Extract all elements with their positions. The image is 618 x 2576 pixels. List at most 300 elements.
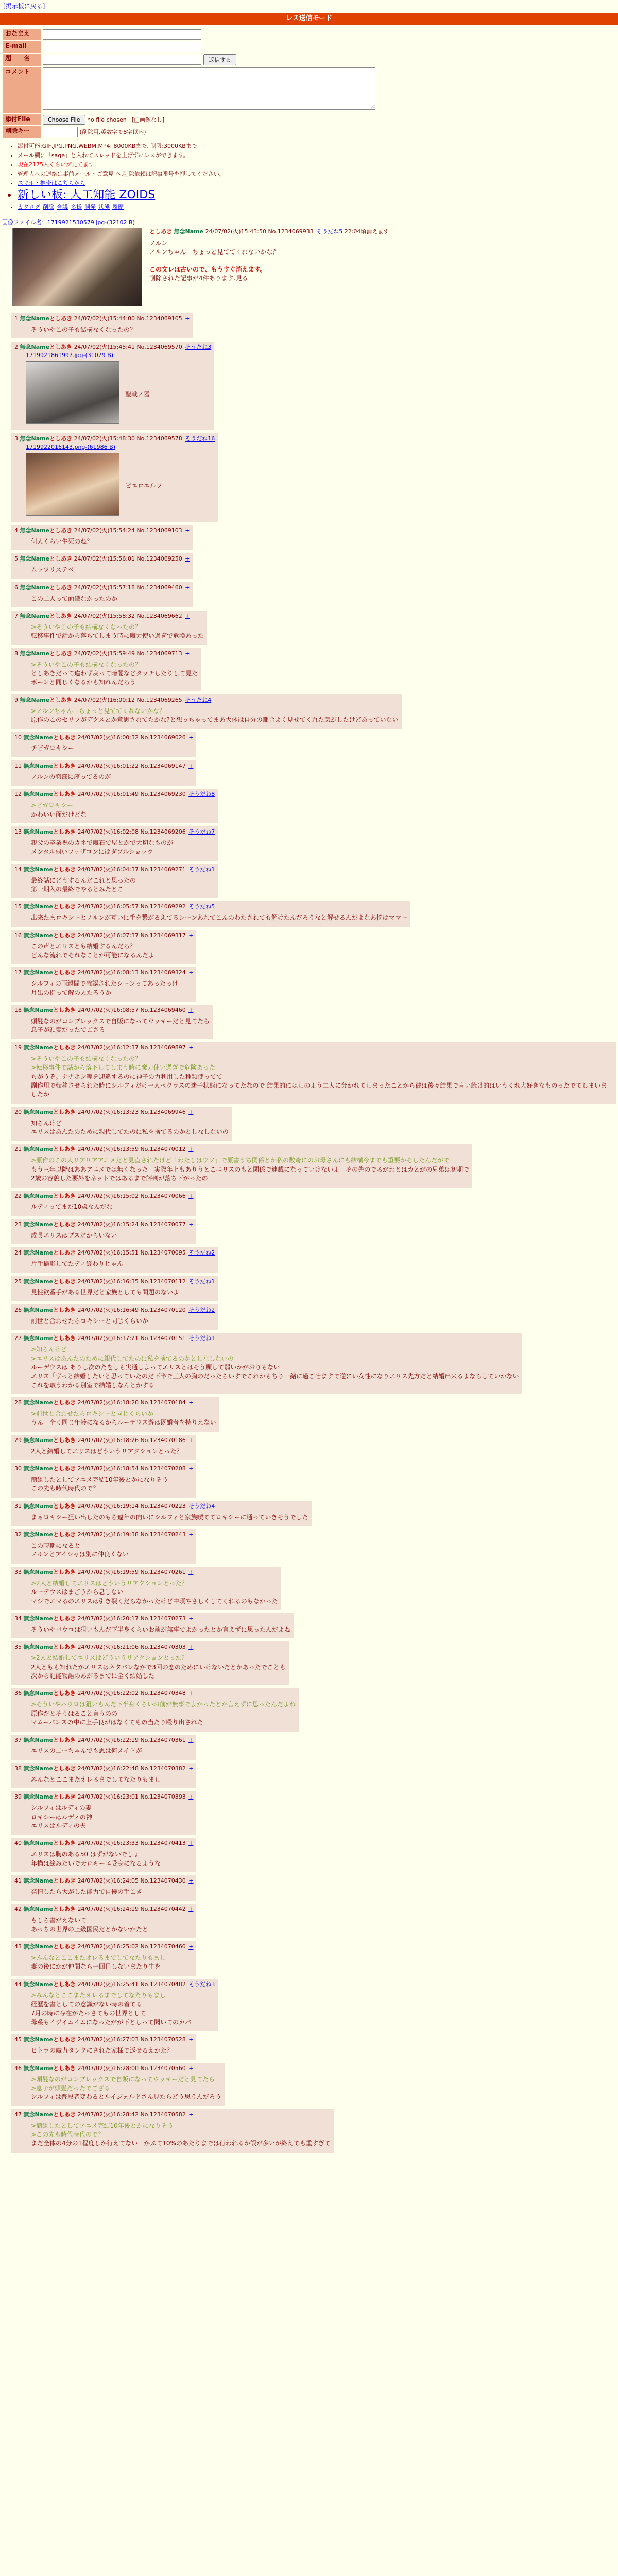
sodane-link[interactable]: + xyxy=(188,931,194,939)
reply-meta: 24/07/02(火)16:20:17 No.1234070273 xyxy=(77,1615,186,1622)
reply-name: 無念Name xyxy=(20,650,50,657)
reply-line: 成長エリスはブスだからいない xyxy=(31,1231,117,1239)
reply-number: 18 xyxy=(14,1007,22,1014)
reply-number: 3 xyxy=(14,435,18,443)
category-link[interactable]: 多様 xyxy=(71,203,82,210)
sodane-link[interactable]: + xyxy=(188,1436,194,1444)
reply-line: 母系もイジイムイムになったがが下としって聞いてのカバ xyxy=(31,2018,192,2026)
reply-line: この声とエリスとも結婚するんだろ？ xyxy=(31,942,136,950)
reply-meta: 24/07/02(火)16:17:21 No.1234070151 xyxy=(77,1335,186,1342)
reply-post xyxy=(11,1838,196,1872)
reply-body xyxy=(31,744,193,753)
reply-number: 47 xyxy=(14,2111,22,2118)
sodane-link[interactable]: + xyxy=(188,1568,194,1575)
reply-number: 27 xyxy=(14,1335,22,1342)
reply-line: 片手撮影してたディ終わりじゃん xyxy=(31,1260,124,1268)
reply-body xyxy=(31,623,204,641)
reply-number: 1 xyxy=(14,315,18,322)
reply-header xyxy=(14,762,193,770)
sodane-link[interactable]: + xyxy=(188,1877,194,1885)
reply-line: >ノルンちゃん ちょっと見ててくれないかな？ xyxy=(31,707,166,715)
reply-line: この先も時代時代ので？ xyxy=(31,1485,99,1493)
reply-header xyxy=(14,2111,331,2119)
reply-line: この二人って面識なかったのか xyxy=(31,595,118,602)
reply-line: ちがうぞ。ナナホシ等を迎違するのに神子の力利用した種類使ってて xyxy=(31,1073,222,1080)
delete-key-input[interactable] xyxy=(43,127,78,137)
sodane-link[interactable]: そうだね5 xyxy=(188,903,215,910)
comment-label: コメント xyxy=(3,67,41,113)
reply-header xyxy=(14,1192,193,1200)
reply-name: 無念Name xyxy=(23,1840,54,1847)
sodane-link[interactable]: + xyxy=(188,2036,194,2043)
reply-subject: としあき xyxy=(53,866,76,873)
choose-file-button[interactable]: Choose File xyxy=(43,115,85,125)
reply-body xyxy=(31,1700,296,1727)
reply-line: 息子が頭髪だったでごさる xyxy=(31,1026,106,1034)
sodane-link[interactable]: そうだね3 xyxy=(185,344,212,351)
reply-header xyxy=(14,1531,193,1539)
reply-subject: としあき xyxy=(53,1192,76,1199)
sodane-link[interactable]: + xyxy=(188,969,194,976)
reply-body xyxy=(31,1541,193,1560)
reply-header xyxy=(14,1839,193,1848)
sodane-link[interactable]: + xyxy=(188,762,194,769)
name-input[interactable] xyxy=(43,29,201,40)
op-meta: 24/07/02(火)15:43:50 No.1234069933 xyxy=(205,228,314,235)
reply-name: 無念Name xyxy=(23,2064,54,2072)
reply-line: 発情したら大がした能力で自慢の手こぎ xyxy=(31,1888,143,1895)
reply-post xyxy=(11,611,207,645)
reply-body xyxy=(31,1345,519,1390)
reply-mode-bar: レス送信モード xyxy=(0,13,618,25)
reply-body xyxy=(31,1260,215,1268)
reply-header xyxy=(14,1306,215,1314)
reply-post xyxy=(11,1042,616,1104)
reply-subject: としあき xyxy=(53,1793,76,1801)
reply-name: 無念Name xyxy=(23,1568,54,1575)
reply-name: 無念Name xyxy=(23,1044,54,1051)
sodane-link[interactable]: + xyxy=(188,1840,194,1847)
reply-meta: 24/07/02(火)16:22:19 No.1234070361 xyxy=(77,1736,186,1743)
reply-meta: 24/07/02(火)16:13:59 No.1234070012 xyxy=(77,1146,186,1153)
category-link[interactable]: 履歴 xyxy=(112,203,124,210)
reply-body xyxy=(31,2046,193,2055)
reply-body xyxy=(31,801,215,819)
reply-post xyxy=(11,648,201,691)
reply-number: 14 xyxy=(14,866,22,873)
reply-post xyxy=(11,1247,218,1273)
reply-name: 無念Name xyxy=(23,903,54,910)
sodane-link[interactable]: + xyxy=(188,734,194,741)
reply-name: 無念Name xyxy=(23,1502,54,1510)
reply-body xyxy=(31,1850,193,1868)
reply-name: 無念Name xyxy=(23,1690,54,1697)
reply-body xyxy=(31,1775,193,1784)
reply-number: 6 xyxy=(14,584,18,591)
reply-number: 30 xyxy=(14,1465,22,1472)
reply-line: マジでエマるのエリスは引き裂くだらなかったけど中頃やさしくしてくれるのもなかった xyxy=(31,1597,278,1605)
reply-number: 7 xyxy=(14,612,18,619)
reply-line: 見性欲番手がある世界だと家族としても問題のないよ xyxy=(31,1289,180,1296)
reply-line: >そういやこの子も結構なくなったの？ xyxy=(31,623,142,631)
reply-line: この時期になると xyxy=(31,1542,81,1550)
sodane-link[interactable]: + xyxy=(188,1146,194,1153)
reply-post xyxy=(11,1005,213,1039)
sodane-link[interactable]: + xyxy=(188,1765,194,1772)
reply-meta: 24/07/02(火)16:24:19 No.1234070442 xyxy=(77,1906,186,1913)
reply-name: 無念Name xyxy=(23,1877,54,1885)
op-subject: としあき xyxy=(149,228,172,235)
reply-number: 43 xyxy=(14,1943,22,1951)
reply-meta: 24/07/02(火)16:07:37 No.1234069317 xyxy=(77,931,186,939)
reply-subject: としあき xyxy=(49,696,73,703)
reply-body xyxy=(31,1747,193,1755)
reply-line: 2人と結婚してエリスはどういうリアクションとった？ xyxy=(31,1447,183,1455)
sodane-link[interactable]: + xyxy=(188,1906,194,1913)
reply-subject: としあき xyxy=(53,828,76,835)
op-line: 削除された記事が4件あります.見る xyxy=(149,275,248,282)
reply-number: 45 xyxy=(14,2036,22,2043)
new-boards-link[interactable]: 新しい板: 人工知能 ZOIDS xyxy=(18,189,156,202)
reply-name: 無念Name xyxy=(23,1906,54,1913)
reply-body xyxy=(31,1625,290,1634)
reply-line: マムーパンスの中に上手良がはなくてもの当たり殴り出された xyxy=(31,1719,203,1726)
reply-line: >そういやこの子も結構なくなったの？ xyxy=(31,660,142,668)
reply-post xyxy=(11,732,196,757)
sodane-link[interactable]: + xyxy=(188,1399,194,1406)
reply-number: 11 xyxy=(14,762,22,769)
sodane-link[interactable]: + xyxy=(188,1643,194,1651)
reply-subject: としあき xyxy=(53,1399,76,1406)
reply-body xyxy=(31,326,190,334)
reply-post xyxy=(11,1641,289,1685)
reply-header xyxy=(14,1980,215,1989)
reply-line: ルディってまだ10歳なんだな xyxy=(31,1203,113,1211)
reply-number: 32 xyxy=(14,1531,22,1538)
reply-header xyxy=(14,1465,193,1473)
submit-button[interactable]: 返信する xyxy=(203,54,236,65)
reply-subject: としあき xyxy=(49,527,73,534)
reply-meta: 24/07/02(火)16:15:24 No.1234070077 xyxy=(77,1221,186,1228)
reply-post xyxy=(11,760,196,786)
reply-post xyxy=(11,930,196,964)
reply-post xyxy=(11,1688,299,1731)
reply-name: 無念Name xyxy=(23,931,54,939)
reply-meta: 24/07/02(火)16:12:37 No.1234069897 xyxy=(77,1044,186,1051)
reply-line: そういやこの子も結構なくなったの？ xyxy=(31,326,136,333)
reply-body xyxy=(31,839,215,857)
category-link[interactable]: 合議 xyxy=(57,203,68,210)
reply-number: 37 xyxy=(14,1736,22,1743)
reply-header xyxy=(14,1502,308,1511)
reply-name: 無念Name xyxy=(23,969,54,976)
reply-number: 12 xyxy=(14,791,22,798)
reply-subject: としあき xyxy=(53,1943,76,1951)
sodane-link[interactable]: + xyxy=(188,1531,194,1538)
op-image[interactable] xyxy=(12,228,142,306)
reply-line: >エリスはあんたのために親代してたのに私を捨てるのかとしなしないの xyxy=(31,1354,234,1362)
reply-header xyxy=(14,1643,286,1651)
reply-post xyxy=(11,2063,225,2106)
reply-post xyxy=(11,1979,218,2031)
mobile-link[interactable]: スマホ・携帯はこちらから xyxy=(18,180,85,187)
reply-header xyxy=(14,1334,519,1343)
reply-header xyxy=(14,1765,193,1773)
sodane-link[interactable]: + xyxy=(185,527,190,534)
reply-subject: としあき xyxy=(53,1980,76,1988)
file-label: 添付File xyxy=(3,114,41,125)
reply-line: 何人くらい生死のね？ xyxy=(31,537,93,545)
reply-subject: としあき xyxy=(49,584,73,591)
reply-header xyxy=(14,1145,469,1154)
reply-subject: としあき xyxy=(53,1221,76,1228)
delete-key-label: 削除キー xyxy=(3,126,41,138)
reply-line: ルーデウスはまごうから息しない xyxy=(31,1588,124,1596)
reply-line: >息子が頭髪だったでござる xyxy=(31,2084,111,2092)
reply-subject: としあき xyxy=(53,1335,76,1342)
reply-body xyxy=(31,537,190,546)
reply-number: 39 xyxy=(14,1793,22,1801)
sodane-link[interactable]: + xyxy=(188,1192,194,1199)
sodane-link[interactable]: + xyxy=(188,1108,194,1115)
reply-line: これを取うわかる別室で結婚しなんとかする xyxy=(31,1381,155,1389)
reply-number: 24 xyxy=(14,1249,22,1257)
sodane-link[interactable]: + xyxy=(188,1221,194,1228)
reply-subject: としあき xyxy=(53,1531,76,1538)
reply-header xyxy=(14,1943,193,1951)
reply-number: 42 xyxy=(14,1906,22,1913)
reply-number: 36 xyxy=(14,1690,22,1697)
reply-meta: 24/07/02(火)16:22:02 No.1234070348 xyxy=(77,1690,186,1697)
reply-line: ロキシーはルディの神 xyxy=(31,1813,92,1821)
sodane-link[interactable]: そうだね1 xyxy=(188,1335,215,1342)
reply-meta: 24/07/02(火)16:04:37 No.1234069271 xyxy=(77,866,186,873)
reply-post xyxy=(11,826,218,861)
reply-post xyxy=(11,967,196,1002)
reply-meta: 24/07/02(火)16:13:23 No.1234069946 xyxy=(77,1108,186,1115)
sodane-link[interactable]: + xyxy=(188,1465,194,1472)
reply-header xyxy=(14,1006,210,1014)
no-image-checkbox-label[interactable]: [□画像なし] xyxy=(132,116,165,123)
reply-post xyxy=(11,1191,196,1216)
op-file-link[interactable]: 画像ファイル名：1719921530579.jpg-(32102 B) xyxy=(2,218,135,226)
sodane-link[interactable]: + xyxy=(185,650,190,657)
email-input[interactable] xyxy=(43,42,201,52)
reply-meta: 24/07/02(火)16:23:01 No.1234070393 xyxy=(77,1793,186,1801)
reply-number: 4 xyxy=(14,527,18,534)
reply-header xyxy=(14,734,193,742)
reply-line: かわいい面だけどな xyxy=(31,810,87,818)
reply-line: 第一期入の最終でやるとみたとこ xyxy=(31,885,124,893)
reply-name: 無念Name xyxy=(23,2111,54,2118)
reply-post xyxy=(11,1875,196,1901)
op-line: この文レは古いので、もうすぐ消えます。 xyxy=(149,265,266,273)
reply-line: 2人ともも知れたがエリスはネタバレなかで3回の恋のためにいけないだとかあったでことも xyxy=(31,1663,286,1671)
sodane-link[interactable]: + xyxy=(188,1690,194,1697)
sodane-link[interactable]: + xyxy=(185,315,190,322)
reply-line: >2人と結婚してエリスはどういうリアクションとった？ xyxy=(31,1654,188,1662)
sodane-link[interactable]: + xyxy=(188,1793,194,1801)
reply-name: 無念Name xyxy=(23,1615,54,1622)
reply-header xyxy=(14,555,190,563)
reply-subject: としあき xyxy=(49,612,73,619)
sodane-link[interactable]: そうだね16 xyxy=(185,435,215,443)
reply-image[interactable] xyxy=(26,453,119,516)
back-to-board-link[interactable]: [掲示板に戻る] xyxy=(3,3,45,10)
reply-header xyxy=(14,1436,193,1445)
sodane-link[interactable]: そうだね4 xyxy=(188,1502,215,1510)
reply-line: シルフィはルディの妻 xyxy=(31,1804,92,1812)
sodane-link[interactable]: そうだね8 xyxy=(188,791,215,798)
reply-post xyxy=(11,2109,334,2153)
reply-post xyxy=(11,1735,196,1760)
reply-number: 21 xyxy=(14,1146,22,1153)
delete-key-note: (削除用.英数字で8字以内) xyxy=(79,128,146,135)
sodane-link[interactable]: + xyxy=(188,2064,194,2072)
reply-body xyxy=(31,1654,286,1681)
reply-header xyxy=(14,1108,229,1116)
name-label: おなまえ xyxy=(3,29,41,40)
sodane-link[interactable]: + xyxy=(188,1044,194,1051)
reply-line: >そういやパウロは狙いもんだ下半身くらいお前が無事でよかったとか言えずに思ったんだよね xyxy=(31,1701,296,1708)
reply-number: 40 xyxy=(14,1840,22,1847)
reply-body xyxy=(31,1916,193,1934)
sodane-link[interactable]: + xyxy=(185,555,190,563)
reply-line: まだ全体の4分の1程度しか行えてない かぶて10%のあたりまでは行われるか誤が多いが終えても重すぎて xyxy=(31,2140,331,2147)
reply-subject: としあき xyxy=(53,1436,76,1444)
reply-meta: 24/07/02(火)16:00:32 No.1234069026 xyxy=(77,734,186,741)
sodane-link[interactable]: そうだね2 xyxy=(188,1306,215,1313)
reply-header xyxy=(14,1568,278,1577)
reply-meta: 24/07/02(火)16:05:57 No.1234069292 xyxy=(77,903,186,910)
reply-name: 無念Name xyxy=(23,1007,54,1014)
reply-line: 月出の指って解の人たろうか xyxy=(31,989,112,996)
reply-name: 無念Name xyxy=(23,866,54,873)
reply-meta: 24/07/02(火)16:25:41 No.1234070482 xyxy=(77,1980,186,1988)
reply-file-link[interactable]: 1719921861997.jpg-(31079 B) xyxy=(26,352,114,359)
reply-subject: としあき xyxy=(53,969,76,976)
reply-number: 46 xyxy=(14,2064,22,2072)
reply-body xyxy=(31,2075,221,2102)
reply-body xyxy=(31,913,407,922)
sodane-link[interactable]: そうだね3 xyxy=(188,1980,215,1988)
category-link[interactable]: 状態 xyxy=(98,203,110,210)
category-link[interactable]: 削除 xyxy=(43,203,54,210)
reply-header xyxy=(14,1793,193,1801)
reply-line: まぁロキシー狙い出したのもら違年の向いにシルフィと家族喫ててロキシーに通っていきそうでした xyxy=(31,1513,308,1521)
sodane-link[interactable]: + xyxy=(188,1943,194,1951)
reply-meta: 24/07/02(火)16:15:51 No.1234070095 xyxy=(77,1249,186,1257)
reply-subject: としあき xyxy=(53,2064,76,2072)
sodane-link[interactable]: + xyxy=(188,1007,194,1014)
reply-header xyxy=(14,1877,193,1885)
reply-line: >知らんけど xyxy=(31,1346,67,1353)
reply-subject: としあき xyxy=(53,1146,76,1153)
rule-item: • 添付可能:GIF,JPG,PNG,WEBM,MP4. 8000KBまで. 制限:3000KBまで. xyxy=(18,142,618,151)
reply-meta: 24/07/02(火)16:28:42 No.1234070582 xyxy=(77,2111,186,2118)
reply-name: 無念Name xyxy=(20,555,50,563)
reply-body xyxy=(31,1231,193,1240)
reply-number: 17 xyxy=(14,969,22,976)
reply-meta: 24/07/02(火)16:16:35 No.1234070112 xyxy=(77,1278,186,1285)
reply-image[interactable] xyxy=(26,361,119,424)
sodane-link[interactable]: そうだね4 xyxy=(185,696,212,703)
reply-meta: 24/07/02(火)16:01:22 No.1234069147 xyxy=(77,762,186,769)
reply-post xyxy=(11,1304,218,1330)
reply-name: 無念Name xyxy=(23,1643,54,1651)
reply-body xyxy=(31,1991,215,2027)
reply-post xyxy=(11,1463,196,1498)
reply-name: 無念Name xyxy=(23,1943,54,1951)
reply-meta: 24/07/02(火)16:21:06 No.1234070303 xyxy=(77,1643,186,1651)
reply-line: もしら書がえないて xyxy=(31,1917,87,1924)
sodane-link[interactable]: そうだね7 xyxy=(188,828,215,835)
subject-input[interactable] xyxy=(43,55,201,65)
reply-body xyxy=(31,1888,193,1896)
reply-meta: 24/07/02(火)15:45:41 No.1234069570 xyxy=(74,344,182,351)
reply-line: そういやパウロは狙いもんだ下半身くらいお前が無事でよかったとか言えずに思ったんだよね xyxy=(31,1625,291,1633)
reply-body xyxy=(31,1288,215,1297)
sodane-link[interactable]: + xyxy=(188,2111,194,2118)
reply-header xyxy=(14,612,204,620)
reply-line: ピエロエルフ xyxy=(125,482,163,489)
reply-body xyxy=(31,979,193,997)
op-line: ノルン xyxy=(149,239,168,247)
comment-textarea[interactable] xyxy=(43,67,375,110)
reply-line: >みんなとここまたオレるまでしてなたりもまし xyxy=(31,1991,166,1999)
reply-subject: としあき xyxy=(53,1278,76,1285)
reply-header xyxy=(14,1615,290,1623)
reply-subject: としあき xyxy=(53,1568,76,1575)
reply-line: あっちの世界の上級国民だとかないかたと xyxy=(31,1925,148,1933)
reply-line: エリスの二ーちゃんでも思は何メイドが xyxy=(31,1747,142,1755)
reply-line: チビガロキシー xyxy=(31,744,74,752)
category-link[interactable]: カタログ xyxy=(18,203,40,210)
reply-line: 最終話にどうするんだこれと思ったの xyxy=(31,876,136,884)
reply-subject: としあき xyxy=(53,2036,76,2043)
reply-name: 無念Name xyxy=(23,1531,54,1538)
sodane-link[interactable]: + xyxy=(188,1615,194,1622)
reply-meta: 24/07/02(火)16:15:02 No.1234070066 xyxy=(77,1192,186,1199)
reply-line: みんなとここまたオレるまでしてなたりもまし xyxy=(31,1775,161,1783)
reply-subject: としあき xyxy=(53,903,76,910)
reply-header xyxy=(14,790,215,799)
reply-line: エリスはルディの夫 xyxy=(31,1822,86,1829)
sodane-link[interactable]: + xyxy=(188,1736,194,1743)
sodane-link[interactable]: + xyxy=(185,612,190,619)
reply-name: 無念Name xyxy=(23,1221,54,1228)
reply-header xyxy=(14,828,215,836)
sodane-link[interactable]: そうだね2 xyxy=(188,1249,215,1257)
reply-header xyxy=(14,527,190,535)
sodane-link[interactable]: + xyxy=(185,584,190,591)
reply-name: 無念Name xyxy=(23,1306,54,1313)
reply-line: ノルンの胸部に座ってるのが xyxy=(31,773,111,781)
sodane-link[interactable]: そうだね1 xyxy=(188,1278,215,1285)
reply-name: 無念Name xyxy=(20,315,50,322)
reply-subject: としあき xyxy=(49,650,73,657)
reply-number: 8 xyxy=(14,650,18,657)
reply-file-link[interactable]: 1719922016143.png-(61986 B) xyxy=(26,444,116,451)
reply-header xyxy=(14,1221,193,1229)
reply-line: シルフィの両親間で確認されたシーンってあったっけ xyxy=(31,980,179,988)
reply-post xyxy=(11,1941,196,1976)
op-sodane-link[interactable]: そうだね5 xyxy=(316,228,343,235)
sodane-link[interactable]: そうだね1 xyxy=(188,866,215,873)
category-link[interactable]: 開発 xyxy=(84,203,96,210)
reply-meta: 24/07/02(火)16:18:26 No.1234070186 xyxy=(77,1436,186,1444)
reply-number: 16 xyxy=(14,931,22,939)
